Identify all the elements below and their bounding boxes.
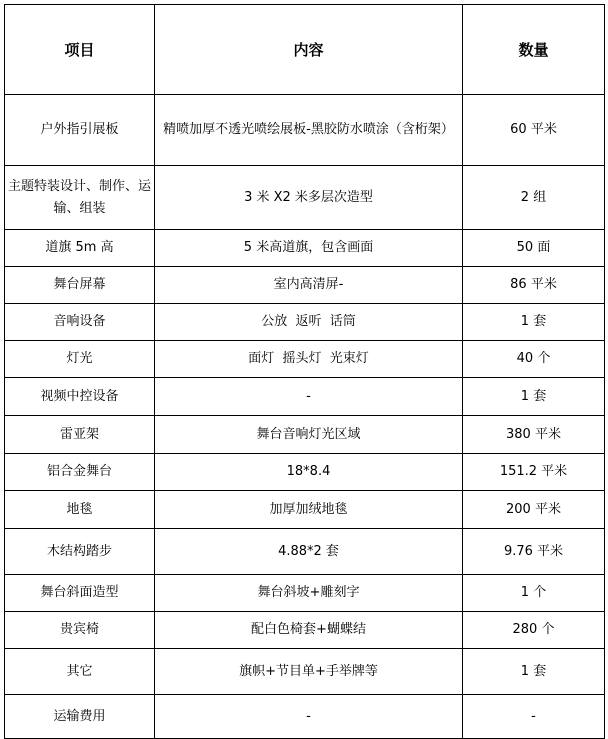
table-row <box>5 529 605 575</box>
quantity-cell: 200 平米 <box>463 491 605 529</box>
content-cell: 精喷加厚不透光喷绘展板-黑胶防水喷涂（含桁架） <box>155 95 463 166</box>
quantity-cell: 50 面 <box>463 230 605 267</box>
quantity-cell: 151.2 平米 <box>463 454 605 491</box>
quantity-cell: 1 个 <box>463 575 605 612</box>
quantity-cell: 1 套 <box>463 378 605 416</box>
item-cell: 其它 <box>5 649 155 695</box>
content-cell: 舞台音响灯光区域 <box>155 416 463 454</box>
content-cell: 5 米高道旗，包含画面 <box>155 230 463 267</box>
item-cell: 地毯 <box>5 491 155 529</box>
quantity-cell: 280 个 <box>463 612 605 649</box>
item-cell: 舞台斜面造型 <box>5 575 155 612</box>
item-cell: 木结构踏步 <box>5 529 155 575</box>
content-cell: 舞台斜坡+雕刻字 <box>155 575 463 612</box>
table-row <box>5 649 605 695</box>
quantity-cell: - <box>463 695 605 739</box>
content-cell: 配白色椅套+蝴蝶结 <box>155 612 463 649</box>
quantity-cell: 40 个 <box>463 341 605 378</box>
item-cell: 铝合金舞台 <box>5 454 155 491</box>
header-quantity: 数量 <box>463 5 605 95</box>
item-cell: 主题特装设计、制作、运输、组装 <box>5 166 155 230</box>
table-row <box>5 95 605 166</box>
content-cell: 加厚加绒地毯 <box>155 491 463 529</box>
item-cell: 视频中控设备 <box>5 378 155 416</box>
table-row <box>5 267 605 304</box>
item-cell: 贵宾椅 <box>5 612 155 649</box>
table-row <box>5 575 605 612</box>
content-cell: 公放 返听 话筒 <box>155 304 463 341</box>
quantity-cell: 60 平米 <box>463 95 605 166</box>
table-row <box>5 304 605 341</box>
table-row <box>5 491 605 529</box>
table-row <box>5 341 605 378</box>
table-row <box>5 166 605 230</box>
quantity-cell: 2 组 <box>463 166 605 230</box>
header-content: 内容 <box>155 5 463 95</box>
content-cell: - <box>155 378 463 416</box>
table-row <box>5 612 605 649</box>
content-cell: 旗帜+节目单+手举牌等 <box>155 649 463 695</box>
quantity-cell: 1 套 <box>463 649 605 695</box>
content-cell: 3 米 X2 米多层次造型 <box>155 166 463 230</box>
header-row <box>5 5 605 95</box>
quantity-cell: 380 平米 <box>463 416 605 454</box>
content-cell: 18*8.4 <box>155 454 463 491</box>
content-cell: 面灯 摇头灯 光束灯 <box>155 341 463 378</box>
table-row <box>5 230 605 267</box>
item-cell: 音响设备 <box>5 304 155 341</box>
item-cell: 舞台屏幕 <box>5 267 155 304</box>
quantity-cell: 86 平米 <box>463 267 605 304</box>
quote-table-container <box>4 4 605 739</box>
table-row <box>5 378 605 416</box>
content-cell: 室内高清屏- <box>155 267 463 304</box>
item-cell: 运输费用 <box>5 695 155 739</box>
item-cell: 雷亚架 <box>5 416 155 454</box>
quantity-cell: 1 套 <box>463 304 605 341</box>
item-cell: 道旗 5m 高 <box>5 230 155 267</box>
table-row <box>5 454 605 491</box>
table-row <box>5 416 605 454</box>
header-item: 项目 <box>5 5 155 95</box>
quantity-cell: 9.76 平米 <box>463 529 605 575</box>
quote-table <box>4 4 605 739</box>
item-cell: 灯光 <box>5 341 155 378</box>
content-cell: - <box>155 695 463 739</box>
table-row <box>5 695 605 739</box>
content-cell: 4.88*2 套 <box>155 529 463 575</box>
item-cell: 户外指引展板 <box>5 95 155 166</box>
